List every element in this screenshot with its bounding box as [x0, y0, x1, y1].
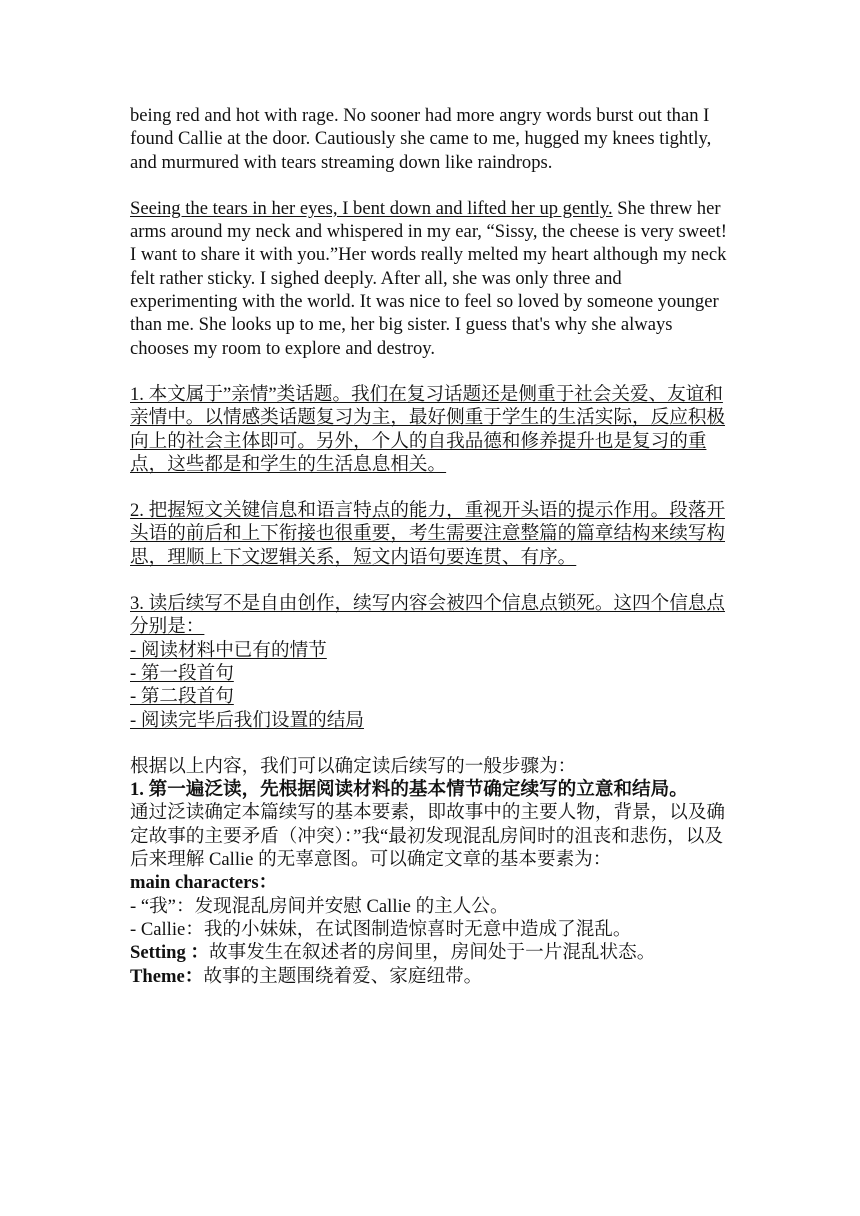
- note-3-item: - 阅读完毕后我们设置的结局: [130, 709, 364, 731]
- characters-label: main characters：: [130, 872, 278, 894]
- theme-text: 故事的主题围绕着爱、家庭纽带。: [203, 965, 483, 987]
- setting-line: [130, 941, 730, 964]
- paragraph-gap: [130, 732, 730, 755]
- character-2: - Callie：我的小妹妹，在试图制造惊喜时无意中造成了混乱。: [130, 918, 632, 940]
- story-paragraph-1: being red and hot with rage. No sooner had more angry words burst out than I found Callie at the door. Cautiously she came to me, hugged my knees tightly, and murmured with tears streaming down like raindrops.: [130, 105, 712, 173]
- paragraph-gap: [130, 569, 730, 592]
- paragraph-gap: [130, 476, 730, 499]
- theme-label: Theme：: [130, 965, 204, 987]
- character-1: - “我”：发现混乱房间并安慰 Callie 的主人公。: [130, 895, 509, 917]
- step-1-title: 1. 第一遍泛读，先根据阅读材料的基本情节确定续写的立意和结局。: [130, 779, 688, 801]
- paragraph-gap: [130, 360, 730, 383]
- note-3-intro: 3. 读后续写不是自由创作，续写内容会被四个信息点锁死。这四个信息点分别是：: [130, 593, 726, 638]
- note-3-item: - 第二段首句: [130, 686, 234, 708]
- step-1-body: 通过泛读确定本篇续写的基本要素，即故事中的主要人物，背景，以及确定故事的主要矛盾（冲突）：”我“最初发现混乱房间时的沮丧和悲伤，以及后来理解 Callie 的无辜意图。可以确定文章的基本要素为：: [130, 802, 726, 871]
- setting-text: 故事发生在叙述者的房间里，房间处于一片混乱状态。: [209, 942, 656, 964]
- note-1: 1. 本文属于”亲情”类话题。我们在复习话题还是侧重于社会关爱、友谊和亲情中。以情感类话题复习为主，最好侧重于学生的生活实际，反应积极向上的社会主体即可。另外，个人的自我品德和修养提升也是复习的重点，这些都是和学生的生活息息相关。: [130, 383, 726, 475]
- story-paragraph-2-rest: She threw her arms around my neck and whispered in my ear, “Sissy, the cheese is very sweet! I want to share it with you.”Her words really melted my heart although my neck felt rather sticky. I sighed deeply. After all, she was only three and experimenting with the world. It was nice to feel so loved by someone younger than me. She looks up to me, her big sister. I guess that's why she always chooses my room to explore and destroy.: [130, 197, 727, 359]
- note-3-item: - 阅读材料中已有的情节: [130, 639, 327, 661]
- note-3-item: - 第一段首句: [130, 662, 234, 684]
- steps-intro: 根据以上内容，我们可以确定读后续写的一般步骤为：: [130, 755, 577, 777]
- setting-label: Setting ：: [130, 942, 210, 964]
- story-paragraph-2: [130, 197, 730, 360]
- underlined-sentence: Seeing the tears in her eyes, I bent down and lifted her up gently.: [130, 197, 613, 219]
- document-body: [130, 104, 730, 988]
- paragraph-gap: [130, 174, 730, 197]
- theme-line: [130, 965, 730, 988]
- note-2: 2. 把握短文关键信息和语言特点的能力，重视开头语的提示作用。段落开头语的前后和上下衔接也很重要，考生需要注意整篇的篇章结构来续写构思，理顺上下文逻辑关系，短文内语句要连贯、有序。: [130, 500, 726, 568]
